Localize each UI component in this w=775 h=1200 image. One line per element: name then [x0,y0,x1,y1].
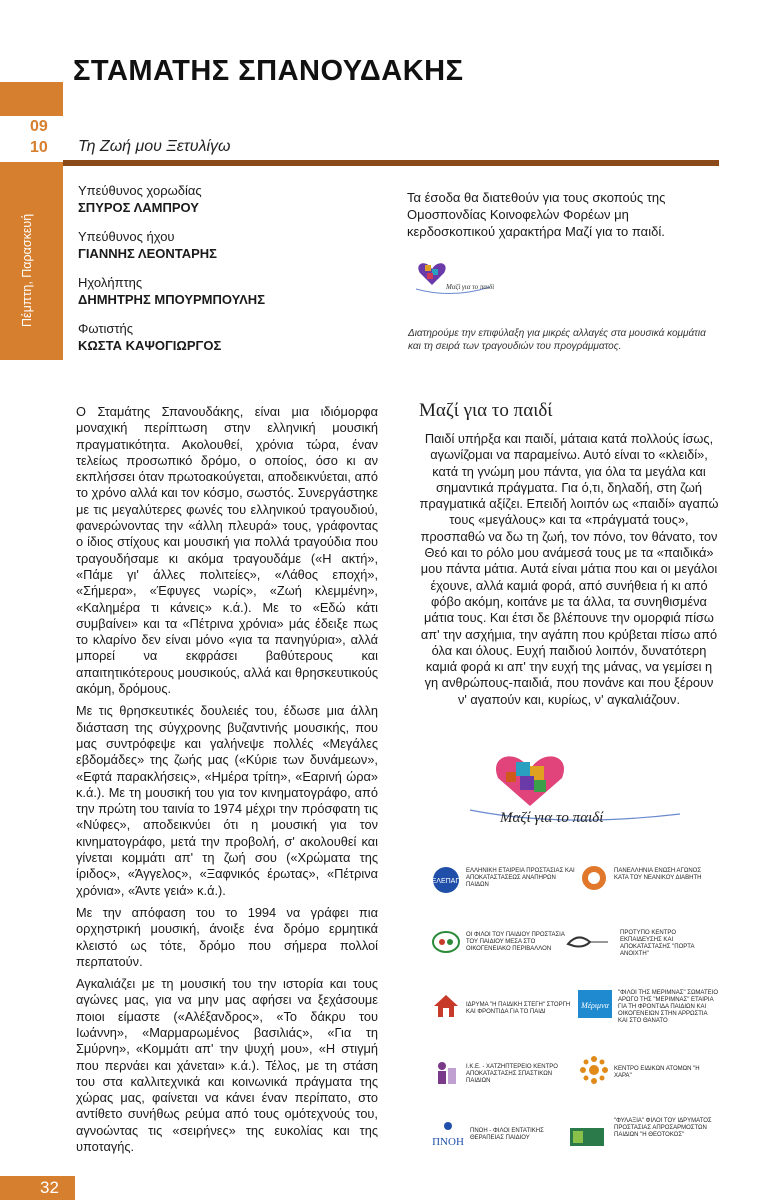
org-logo-icon [580,864,608,892]
org-logo-icon [578,990,612,1018]
credit-name: ΣΠΥΡΟΣ ΛΑΜΠΡΟΥ [78,200,199,215]
org-name: ΕΛΛΗΝΙΚΗ ΕΤΑΙΡΕΙΑ ΠΡΟΣΤΑΣΙΑΣ ΚΑΙ ΑΠΟΚΑΤΑΣΤΑΣΕΩΣ ΑΝΑΠΗΡΩΝ ΠΑΙΔΩΝ [466,868,575,888]
org-name: ΠΡΟΤΥΠΟ ΚΕΝΤΡΟ ΕΚΠΑΙΔΕΥΣΗΣ ΚΑΙ ΑΠΟΚΑΤΑΣΤΑΣΗΣ "ΠΟΡΤΑ ΑΝΟΙΧΤΗ" [620,930,695,957]
org-logo-icon [432,866,460,894]
mazi-logo-caption: Μαζί για το παιδί [500,810,604,826]
proceeds-note: Τα έσοδα θα διατεθούν για τους σκοπούς της Ομοσπονδίας Κοινοφελών Φορέων μη κερδοσκοπικού χαρακτήρα Μαζί για το παιδί. [407,190,666,239]
mazi-heart-logo-icon [460,748,690,828]
org-name: ΠΑΝΕΛΛΗΝΙΑ ΕΝΩΣΗ ΑΓΩΝΟΣ ΚΑΤΑ ΤΟΥ ΝΕΑΝΙΚΟΥ ΔΙΑΒΗΤΗ [614,868,702,881]
org-logo-icon [564,928,612,956]
svg-text:ΠΝΟΗ: ΠΝΟΗ [432,1136,464,1148]
svg-text:ΕΛΕΠΑΠ: ΕΛΕΠΑΠ [432,878,460,885]
credit-role: Φωτιστής [78,321,134,336]
section-title: Μαζί για το παιδί [419,400,553,421]
bio-paragraph: Με τις θρησκευτικές δουλειές του, έδωσε μια άλλη διάσταση της σύγχρονης βυζαντινής μουσικής, που μας συντρόφεψε και γαλήνεψε πολλές «Μεγάλες εβδομάδες» της ζωής μας («Κύριε των δυνάμεων», «Εφτά παρακλήσεις», «Ημέρα τρίτη», «Εαρινή ώρα» κ.ά.). Με τη μουσική του για τον κινηματογράφο, από την πρώτη του ταινία το 1974 μέχρι την πρόσφατη τις «Νύφες», αποδεικνύει ότι η μουσική για τον κινηματογράφο, μετά την προβολή, σ' ακολουθεί και γίνεται κομμάτι απ' τη ζωή σου («Χρώματα της ίριδος», «Άγγελος», «Ξαφνικός έρωτας», «Πέτρινα χρόνια», «Άντε γειά» κ.ά.). [76,703,378,898]
biography [76,404,378,1161]
bio-paragraph: Ο Σταμάτης Σπανουδάκης, είναι μια ιδιόμορφα μοναχική περίπτωση στην ελληνική μουσική πραγματικότητα. Ακολουθεί, χρόνια τώρα, έναν τελείως προσωπικό δρόμο, ο οποίος, όσο κι αν εκπλήσσει όταν πρωτοακούγεται, αποδεικνύεται, από το χρόνο αλλά και τον κόσμο, σωστός. Συνεργάστηκε με τις μεγαλύτερες φωνές του ελληνικού τραγουδιού, φανερώνοντας την «άλλη πλευρά» τους, γράφοντας ο ίδιος στίχους και μουσική για πολλά τραγούδια που τραγουδήσαμε κι ακόμα τραγουδάμε («Η ακτή», «Πάμε γι' άλλες πολιτείες», «Λάθος εποχή», «Σήμερα», «Έφυγες νωρίς», «Ζωή κλεμμένη», «Καλημέρα τι κάνεις» κ.ά.). Με το «Εδώ κάτι συμβαίνει» και τα «Πέτρινα χρόνια» μάς έδειξε πως το κλαρίνο δεν είναι μόνο «για τα πανηγύρια», αλλά μπορεί να εκφράσει βαθύτερους και απαιτητικότερους μουσικούς, αλλά και θρησκευτικούς ακόμη, δρόμους. [76,404,378,697]
svg-text:Μαζί για το παιδί: Μαζί για το παιδί [446,283,494,291]
section-body: Παιδί υπήρξα και παιδί, μάταια κατά πολλούς ίσως, αγωνίζομαι να παραμείνω. Αυτό είναι το «κλειδί», κατά τη γνώμη μου πάντα, για όλα τα μεγάλα και σημαντικά πράγματα. Για ό,τι, δηλαδή, στη ζωή πραγματικά αξίζει. Επειδή λοιπόν ως «παιδί» αγαπώ τους «μεγάλους» και τα «πράγματά τους», προσπαθώ να δω τη ζωή, τον πόνο, τον θάνατο, τον Θεό και το ρόλο μου ανάμεσά τους με τα «παιδικά» μου πάντα μάτια. Αυτά είναι μάτια που και οι μεγάλοι έχουνε, αλλά καμιά φορά, από συνήθεια ή κι από φόβο ακόμη, κοιτάνε με τα άλλα, τα συνηθισμένα μάτια τους. Και έτσι δε βλέπουνε την ομορφιά πίσω απ' την ασχήμια, την αγάπη που κρύβεται πίσω από όλα και όλους. Ευχή παιδιού λοιπόν, δυνατότερη καμιά φορά κι απ' την ευχή της μάνας, να γεμίσει η γη ανθρώπους-παιδιά, που πονάνε και που ξέρουν ν' αγαπούν και, κυρίως, ν' αγκαλιάζουν. [419,431,719,707]
page-title: ΣΤΑΜΑΤΗΣ ΣΠΑΝΟΥΔΑΚΗΣ [73,55,464,87]
credit-name: ΓΙΑΝΝΗΣ ΛΕΟΝΤΑΡΗΣ [78,246,217,261]
org-logo-icon [432,928,460,956]
credit-role: Υπεύθυνος χορωδίας [78,183,202,198]
org-logo-icon [430,1120,466,1148]
org-name: ΙΔΡΥΜΑ "Η ΠΑΙΔΙΚΗ ΣΤΕΓΗ" ΣΤΟΡΓΗ ΚΑΙ ΦΡΟΝΤΙΔΑ ΓΙΑ ΤΟ ΠΑΙΔΙ [466,1002,571,1015]
day-label: Πέμπτη, Παρασκευή [20,213,34,327]
org-name: ΟΙ ΦΙΛΟΙ ΤΟΥ ΠΑΙΔΙΟΥ ΠΡΟΣΤΑΣΙΑ ΤΟΥ ΠΑΙΔΙΟΥ ΜΕΣΑ ΣΤΟ ΟΙΚΟΓΕΝΕΙΑΚΟ ΠΕΡΙΒΑΛΛΟΝ [466,932,565,952]
page-number: 32 [40,1178,59,1197]
org-logo-icon [432,992,460,1020]
org-logo-icon [570,1124,606,1152]
date-bottom: 10 [30,139,48,156]
org-name: "ΦΙΛΟΙ ΤΗΣ ΜΕΡΙΜΝΑΣ" ΣΩΜΑΤΕΙΟ ΑΡΩΓΟ ΤΗΣ "ΜΕΡΙΜΝΑΣ" ΕΤΑΙΡΙΑ ΓΙΑ ΤΗ ΦΡΟΝΤΙΔΑ ΠΑΙΔΙΩΝ ΚΑΙ ΟΙΚΟΓΕΝΕΙΩΝ ΣΤΗΝ ΑΡΡΩΣΤΙΑ ΚΑΙ ΣΤΟ ΘΑΝΑΤΟ [618,990,718,1024]
credit-name: ΚΩΣΤΑ ΚΑΨΟΓΙΩΡΓΟΣ [78,338,222,353]
org-name: ΚΕΝΤΡΟ ΕΙΔΙΚΩΝ ΑΤΟΜΩΝ "Η ΧΑΡΑ" [614,1066,700,1079]
mazi-logo-small-icon [412,255,494,297]
bio-paragraph: Με την απόφαση του το 1994 να γράφει πια ορχηστρική μουσική, άνοιξε ένα δρόμο ερμητικά κλειστό ως τότε, δρόμο που σήμερα πολλοί περπατούν. [76,904,378,969]
org-name: "ΦΥΛΑΞΙΑ" ΦΙΛΟΙ ΤΟΥ ΙΔΡΥΜΑΤΟΣ ΠΡΟΣΤΑΣΙΑΣ ΑΠΡΟΣΑΡΜΟΣΤΩΝ ΠΑΙΔΙΩΝ "Η ΘΕΟΤΟΚΟΣ" [614,1118,712,1138]
header-rule [63,160,719,166]
credit-name: ΔΗΜΗΤΡΗΣ ΜΠΟΥΡΜΠΟΥΛΗΣ [78,292,265,307]
date-top: 09 [30,118,48,135]
org-name: ΠΝΟΗ - ΦΙΛΟΙ ΕΝΤΑΤΙΚΗΣ ΘΕΡΑΠΕΙΑΣ ΠΑΙΔΙΟΥ [470,1128,544,1141]
org-name: Ι.Κ.Ε. - ΧΑΤΖΗΠΤΕΡΕΙΟ ΚΕΝΤΡΟ ΑΠΟΚΑΤΑΣΤΑΣΗΣ ΣΠΑΣΤΙΚΩΝ ΠΑΙΔΙΩΝ [466,1064,558,1084]
page-number-tab [0,1176,75,1200]
svg-text:Μέριμνα: Μέριμνα [581,1001,609,1010]
bio-paragraph: Αγκαλιάζει με τη μουσική του την ιστορία και τους αγώνες μας, για να μην μας αφήσει να ξεχάσουμε ποιοι είμαστε («Αλέξανδρος», «Το δάκρυ του Ιωάννη», «Μαρμαρωμένος βασιλιάς», «Για τη Σμύρνη», «Κομμάτι απ' την ψυχή μου», «Η στιγμή που περνάει και χάνεται» κ.ά.). Τέλος, με τη στάση του στα καλλιτεχνικά και κοινωνικά πράγματα της χώρας μας, φαίνεται να κάνει έναν περίπατο, στο αντίθετο συνήθως ρεύμα από τους ομότεχνούς του, αγνοώντας τις «σειρήνες» της ευκολίας και της υποταγής. [76,976,378,1155]
org-logo-icon [432,1058,460,1086]
credit-role: Υπεύθυνος ήχου [78,229,175,244]
credit-role: Ηχολήπτης [78,275,143,290]
org-logo-icon [580,1056,608,1084]
credits-list [78,182,378,366]
program-notice: Διατηρούμε την επιφύλαξη για μικρές αλλαγές στα μουσικά κομμάτια και τη σειρά των τραγουδιών του προγράμματος. [408,328,706,352]
concert-subtitle: Τη Ζωή μου Ξετυλίγω [78,138,231,155]
